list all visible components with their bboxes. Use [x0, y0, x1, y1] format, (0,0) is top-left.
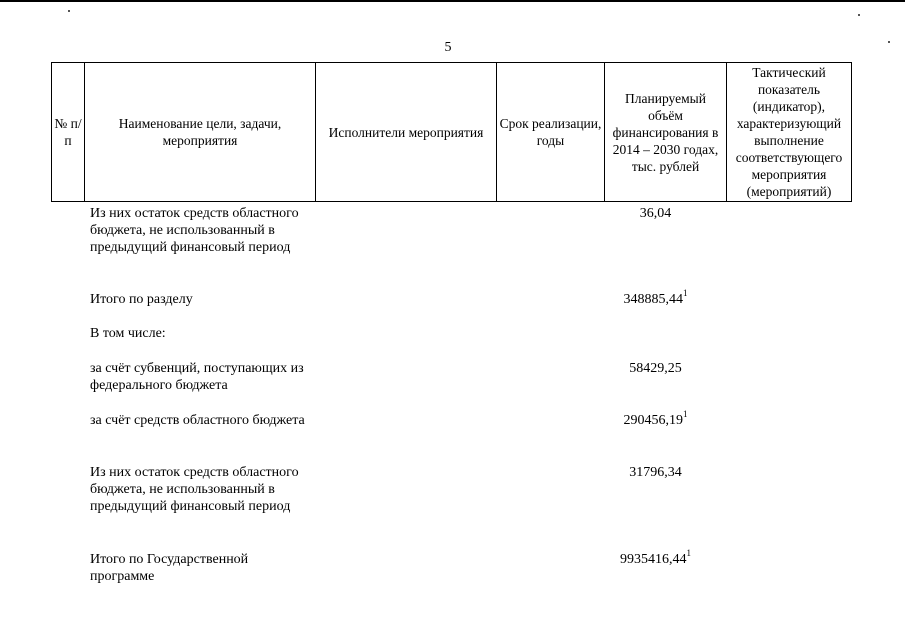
row-value: 290456,19$^1$ — [623, 409, 688, 428]
header-period: Срок реализации, годы — [497, 63, 605, 202]
scan-speck — [858, 14, 860, 16]
scan-speck — [888, 41, 890, 43]
row-value: 9935416,44$^1$ — [620, 548, 691, 567]
header-indicator: Тактический показатель (индикатор), характеризующий выполнение соответствующего мероприятия (мероприятий) — [727, 63, 852, 202]
page-number: 5 — [444, 40, 452, 55]
row-label: за счёт средств областного бюджета — [90, 413, 305, 428]
row-value: 31796,34 — [629, 465, 682, 480]
top-border-line — [0, 0, 905, 2]
row-label: Из них остаток средств областного бюджета, не использованный в предыдущий финансовый период — [90, 465, 299, 514]
row-value: 36,04 — [639, 206, 672, 221]
header-name: Наименование цели, задачи, мероприятия — [85, 63, 316, 202]
header-number: № п/п — [52, 63, 85, 202]
row-label: за счёт субвенций, поступающих из федерального бюджета — [90, 361, 304, 393]
row-value: 58429,25 — [629, 361, 682, 376]
table-header — [51, 62, 852, 202]
header-financing: Планируемый объём финансирования в 2014 – 2030 годах, тыс. рублей — [605, 63, 727, 202]
row-label: Итого по разделу — [90, 292, 193, 307]
scan-speck — [68, 10, 70, 12]
row-label: В том числе: — [90, 326, 166, 341]
row-label: Итого по Государственной программе — [90, 552, 249, 584]
row-value: 348885,44$^1$ — [623, 288, 688, 307]
row-label: Из них остаток средств областного бюджета, не использованный в предыдущий финансовый период — [90, 206, 299, 255]
header-executors: Исполнители мероприятия — [316, 63, 497, 202]
